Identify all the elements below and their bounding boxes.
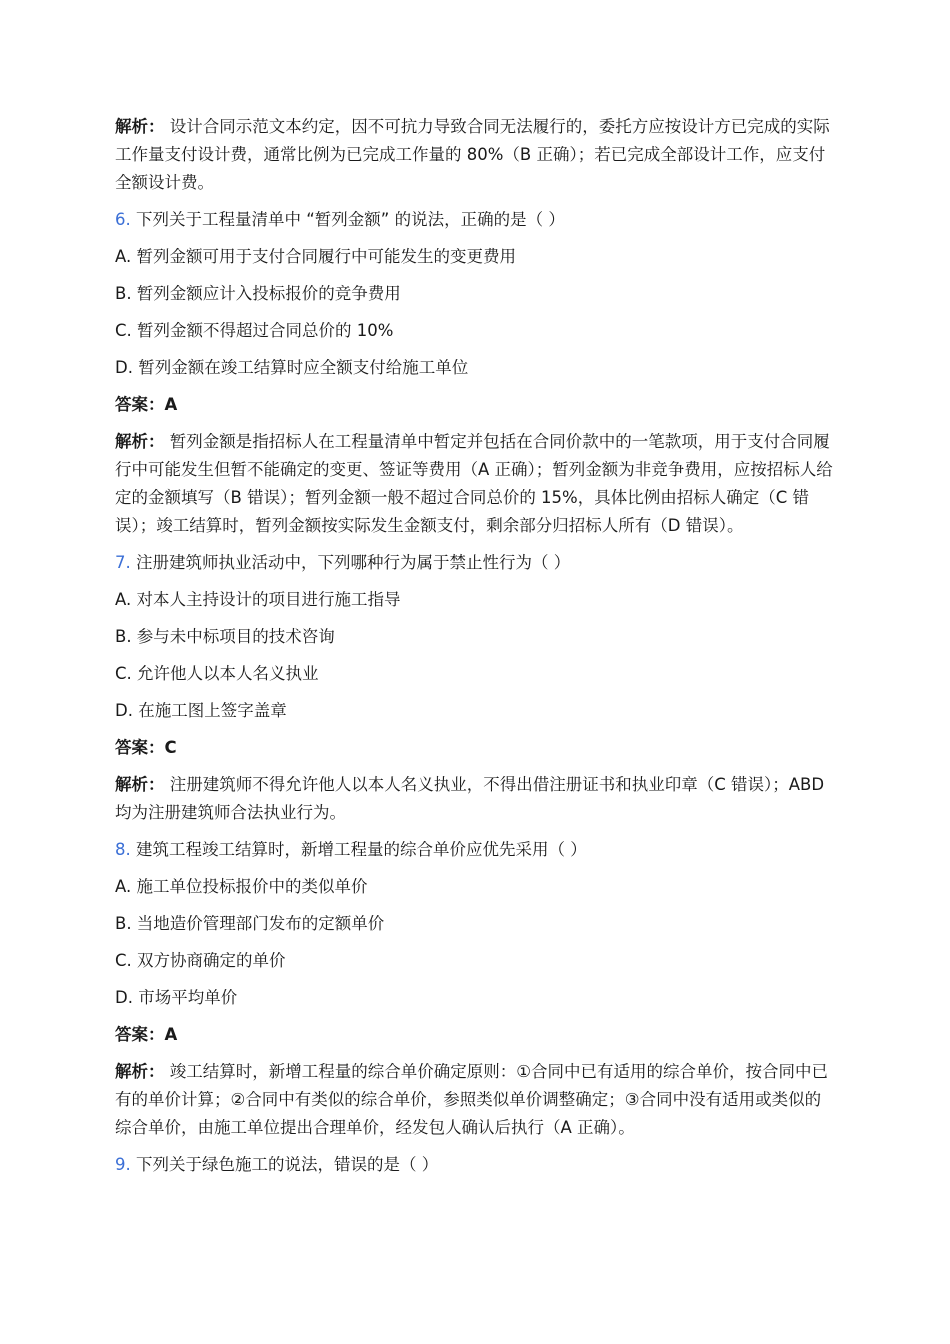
document-page xyxy=(115,113,837,1188)
question-8 xyxy=(115,836,837,864)
answer: 答案：C xyxy=(115,738,177,757)
explanation-text: 竣工结算时，新增工程量的综合单价确定原则：①合同中已有适用的综合单价，按合同中已有的单价计算；②合同中有类似的综合单价，参照类似单价调整确定；③合同中没有适用或类似的综合单价，由施工单位提出合理单价，经发包人确认后执行（A 正确）。 xyxy=(115,1062,829,1137)
question-6 xyxy=(115,206,837,234)
explanation-label: 解析： xyxy=(115,432,165,451)
question-text: 下列关于绿色施工的说法，错误的是（ ） xyxy=(136,1155,439,1174)
option-c: C. 暂列金额不得超过合同总价的 10% xyxy=(115,321,394,340)
explanation-label: 解析： xyxy=(115,117,165,136)
option-a: A. 对本人主持设计的项目进行施工指导 xyxy=(115,590,401,609)
question-number: 9. xyxy=(115,1155,131,1174)
answer: 答案：A xyxy=(115,1025,178,1044)
option-a: A. 施工单位投标报价中的类似单价 xyxy=(115,877,368,896)
answer: 答案：A xyxy=(115,395,178,414)
option-d: D. 在施工图上签字盖章 xyxy=(115,701,287,720)
option-b: B. 参与未中标项目的技术咨询 xyxy=(115,627,335,646)
option-c: C. 双方协商确定的单价 xyxy=(115,951,286,970)
explanation-text: 暂列金额是指招标人在工程量清单中暂定并包括在合同价款中的一笔款项，用于支付合同履行中可能发生但暂不能确定的变更、签证等费用（A 正确）；暂列金额为非竞争费用，应按招标人给定的金额填写（B 错误）；暂列金额一般不超过合同总价的 15%，具体比例由招标人确定（C 错误）；竣工结算时，暂列金额按实际发生金额支付，剩余部分归招标人所有（D 错误）。 xyxy=(115,432,833,535)
question-text: 下列关于工程量清单中 “暂列金额” 的说法，正确的是（ ） xyxy=(136,210,565,229)
option-d: D. 市场平均单价 xyxy=(115,988,238,1007)
explanation-label: 解析： xyxy=(115,775,165,794)
explanation xyxy=(115,771,837,827)
explanation-label: 解析： xyxy=(115,1062,165,1081)
question-9 xyxy=(115,1151,837,1179)
option-b: B. 暂列金额应计入投标报价的竞争费用 xyxy=(115,284,401,303)
question-number: 8. xyxy=(115,840,131,859)
question-text: 注册建筑师执业活动中，下列哪种行为属于禁止性行为（ ） xyxy=(136,553,571,572)
explanation xyxy=(115,113,837,197)
question-7 xyxy=(115,549,837,577)
question-number: 6. xyxy=(115,210,131,229)
question-text: 建筑工程竣工结算时，新增工程量的综合单价应优先采用（ ） xyxy=(136,840,587,859)
explanation-text: 设计合同示范文本约定，因不可抗力导致合同无法履行的，委托方应按设计方已完成的实际工作量支付设计费，通常比例为已完成工作量的 80%（B 正确）；若已完成全部设计工作，应支付全额设计费。 xyxy=(115,117,830,192)
option-b: B. 当地造价管理部门发布的定额单价 xyxy=(115,914,385,933)
option-d: D. 暂列金额在竣工结算时应全额支付给施工单位 xyxy=(115,358,469,377)
option-c: C. 允许他人以本人名义执业 xyxy=(115,664,319,683)
explanation xyxy=(115,428,837,540)
option-a: A. 暂列金额可用于支付合同履行中可能发生的变更费用 xyxy=(115,247,516,266)
question-number: 7. xyxy=(115,553,131,572)
explanation xyxy=(115,1058,837,1142)
explanation-text: 注册建筑师不得允许他人以本人名义执业，不得出借注册证书和执业印章（C 错误）；ABD 均为注册建筑师合法执业行为。 xyxy=(115,775,825,822)
